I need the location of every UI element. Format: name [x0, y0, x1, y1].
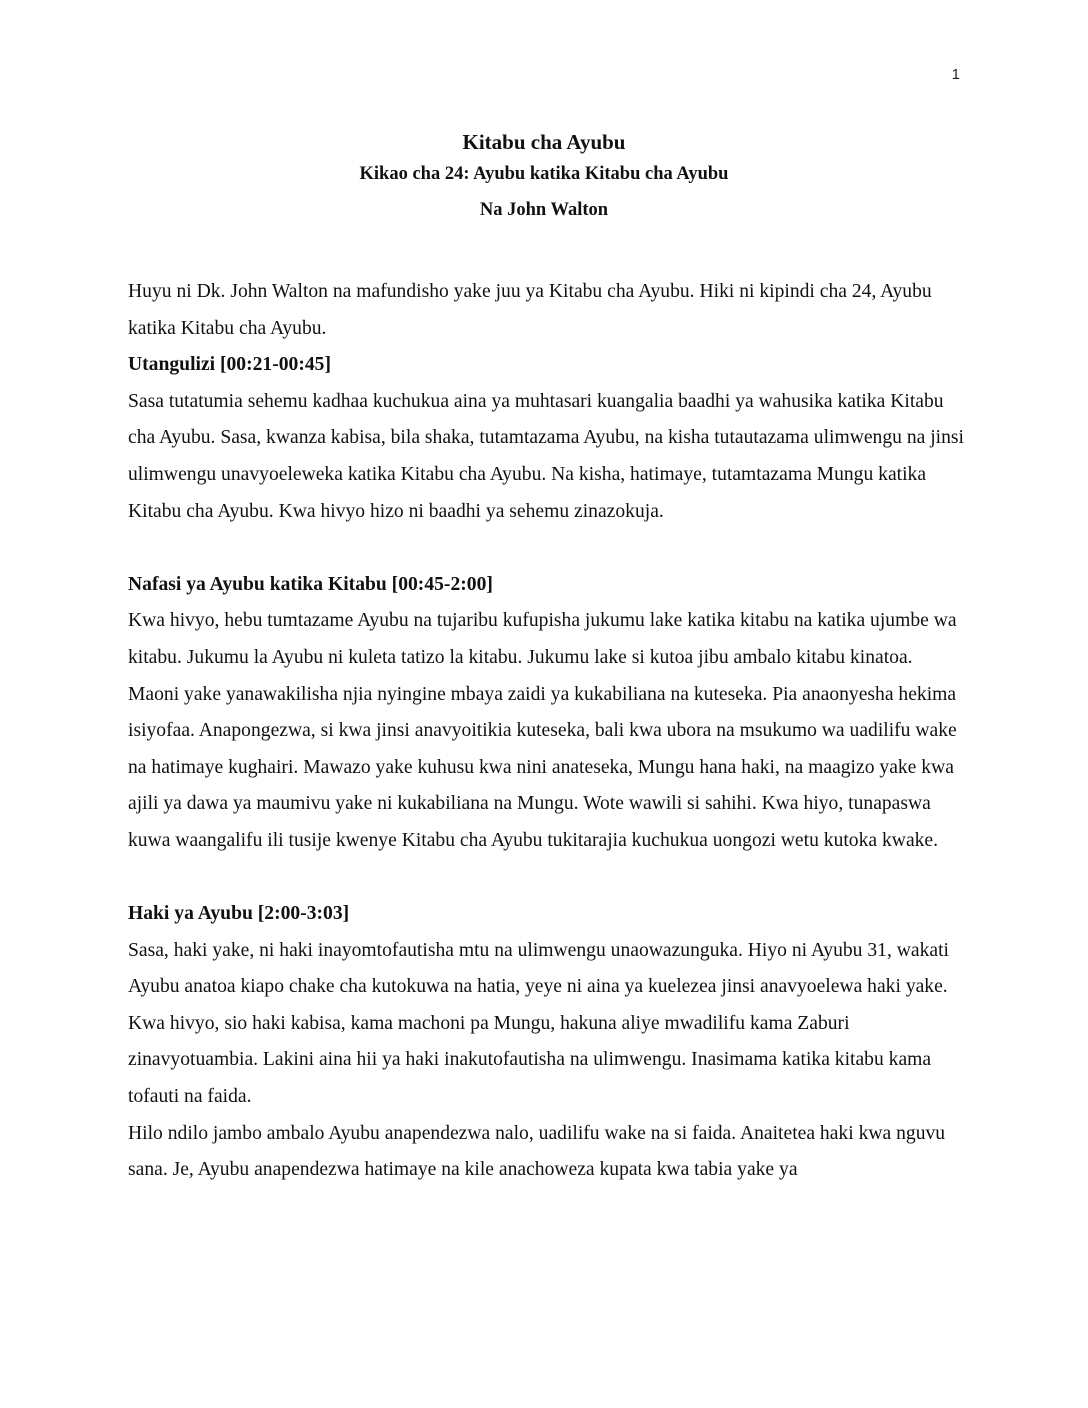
page-number: 1 [951, 66, 960, 83]
document-author: Na John Walton [479, 200, 609, 220]
section-paragraph: Hilo ndilo jambo ambalo Ayubu anapendezwa nalo, uadilifu wake na si faida. Anaitetea haki kwa nguvu sana. Je, Ayubu anapendezwa hatimaye na kile anachoweza kupata kwa tabia yake ya [128, 1122, 946, 1181]
section-spacer [128, 530, 964, 567]
section-heading-haki: Haki ya Ayubu [2:00-3:03] [128, 903, 350, 925]
section-paragraph: Kwa hivyo, hebu tumtazame Ayubu na tujaribu kufupisha jukumu lake katika kitabu na katika ujumbe wa kitabu. Jukumu la Ayubu ni kuleta tatizo la kitabu. Jukumu lake si kutoa jibu ambalo kitabu kinatoa. Maoni yake yanawakilisha njia nyingine mbaya zaidi ya kukabiliana na kuteseka. Pia anaonyesha hekima isiyofaa. Anapongezwa, si kwa jinsi anavyoitikia kuteseka, bali kwa ubora na msukumo wa uadilifu wake na hatimaye kughairi. Mawazo yake kuhusu kwa nini anateseka, Mungu hana haki, na maagizo yake kwa ajili ya dawa ya maumivu yake ni kukabiliana na Mungu. Wote wawili si sahihi. Kwa hiyo, tunapaswa kuwa waangalifu ili tusije kwenye Kitabu cha Ayubu tukitarajia kuchukua uongozi wetu kutoka kwake. [128, 610, 957, 851]
document-subtitle: Kikao cha 24: Ayubu katika Kitabu cha Ayubu [359, 164, 729, 184]
section-heading-utangulizi: Utangulizi [00:21-00:45] [128, 354, 331, 376]
document-body [128, 274, 964, 1189]
intro-paragraph: Huyu ni Dk. John Walton na mafundisho yake juu ya Kitabu cha Ayubu. Hiki ni kipindi cha 24, Ayubu katika Kitabu cha Ayubu. [128, 281, 932, 339]
section-spacer [128, 860, 964, 897]
document-header [0, 128, 1088, 228]
section-paragraph: Sasa tutatumia sehemu kadhaa kuchukua aina ya muhtasari kuangalia baadhi ya wahusika katika Kitabu cha Ayubu. Sasa, kwanza kabisa, bila shaka, tutamtazama Ayubu, na kisha tutautazama ulimwengu na jinsi ulimwengu unavyoeleweka katika Kitabu cha Ayubu. Na kisha, hatimaye, tutamtazama Mungu katika Kitabu cha Ayubu. Kwa hivyo hizo ni baadhi ya sehemu zinazokuja. [128, 390, 964, 522]
section-heading-nafasi: Nafasi ya Ayubu katika Kitabu [00:45-2:00] [128, 573, 493, 595]
document-title: Kitabu cha Ayubu [462, 130, 626, 154]
section-paragraph: Sasa, haki yake, ni haki inayomtofautisha mtu na ulimwengu unaowazunguka. Hiyo ni Ayubu 31, wakati Ayubu anatoa kiapo chake cha kutokuwa na hatia, yeye ni aina ya kuelezea jinsi anavyoelewa haki yake. Kwa hivyo, sio haki kabisa, kama machoni pa Mungu, hakuna aliye mwadilifu kama Zaburi zinavyotuambia. Lakini aina hii ya haki inakutofautisha na ulimwengu. Inasimama katika kitabu kama tofauti na faida. [128, 939, 949, 1108]
